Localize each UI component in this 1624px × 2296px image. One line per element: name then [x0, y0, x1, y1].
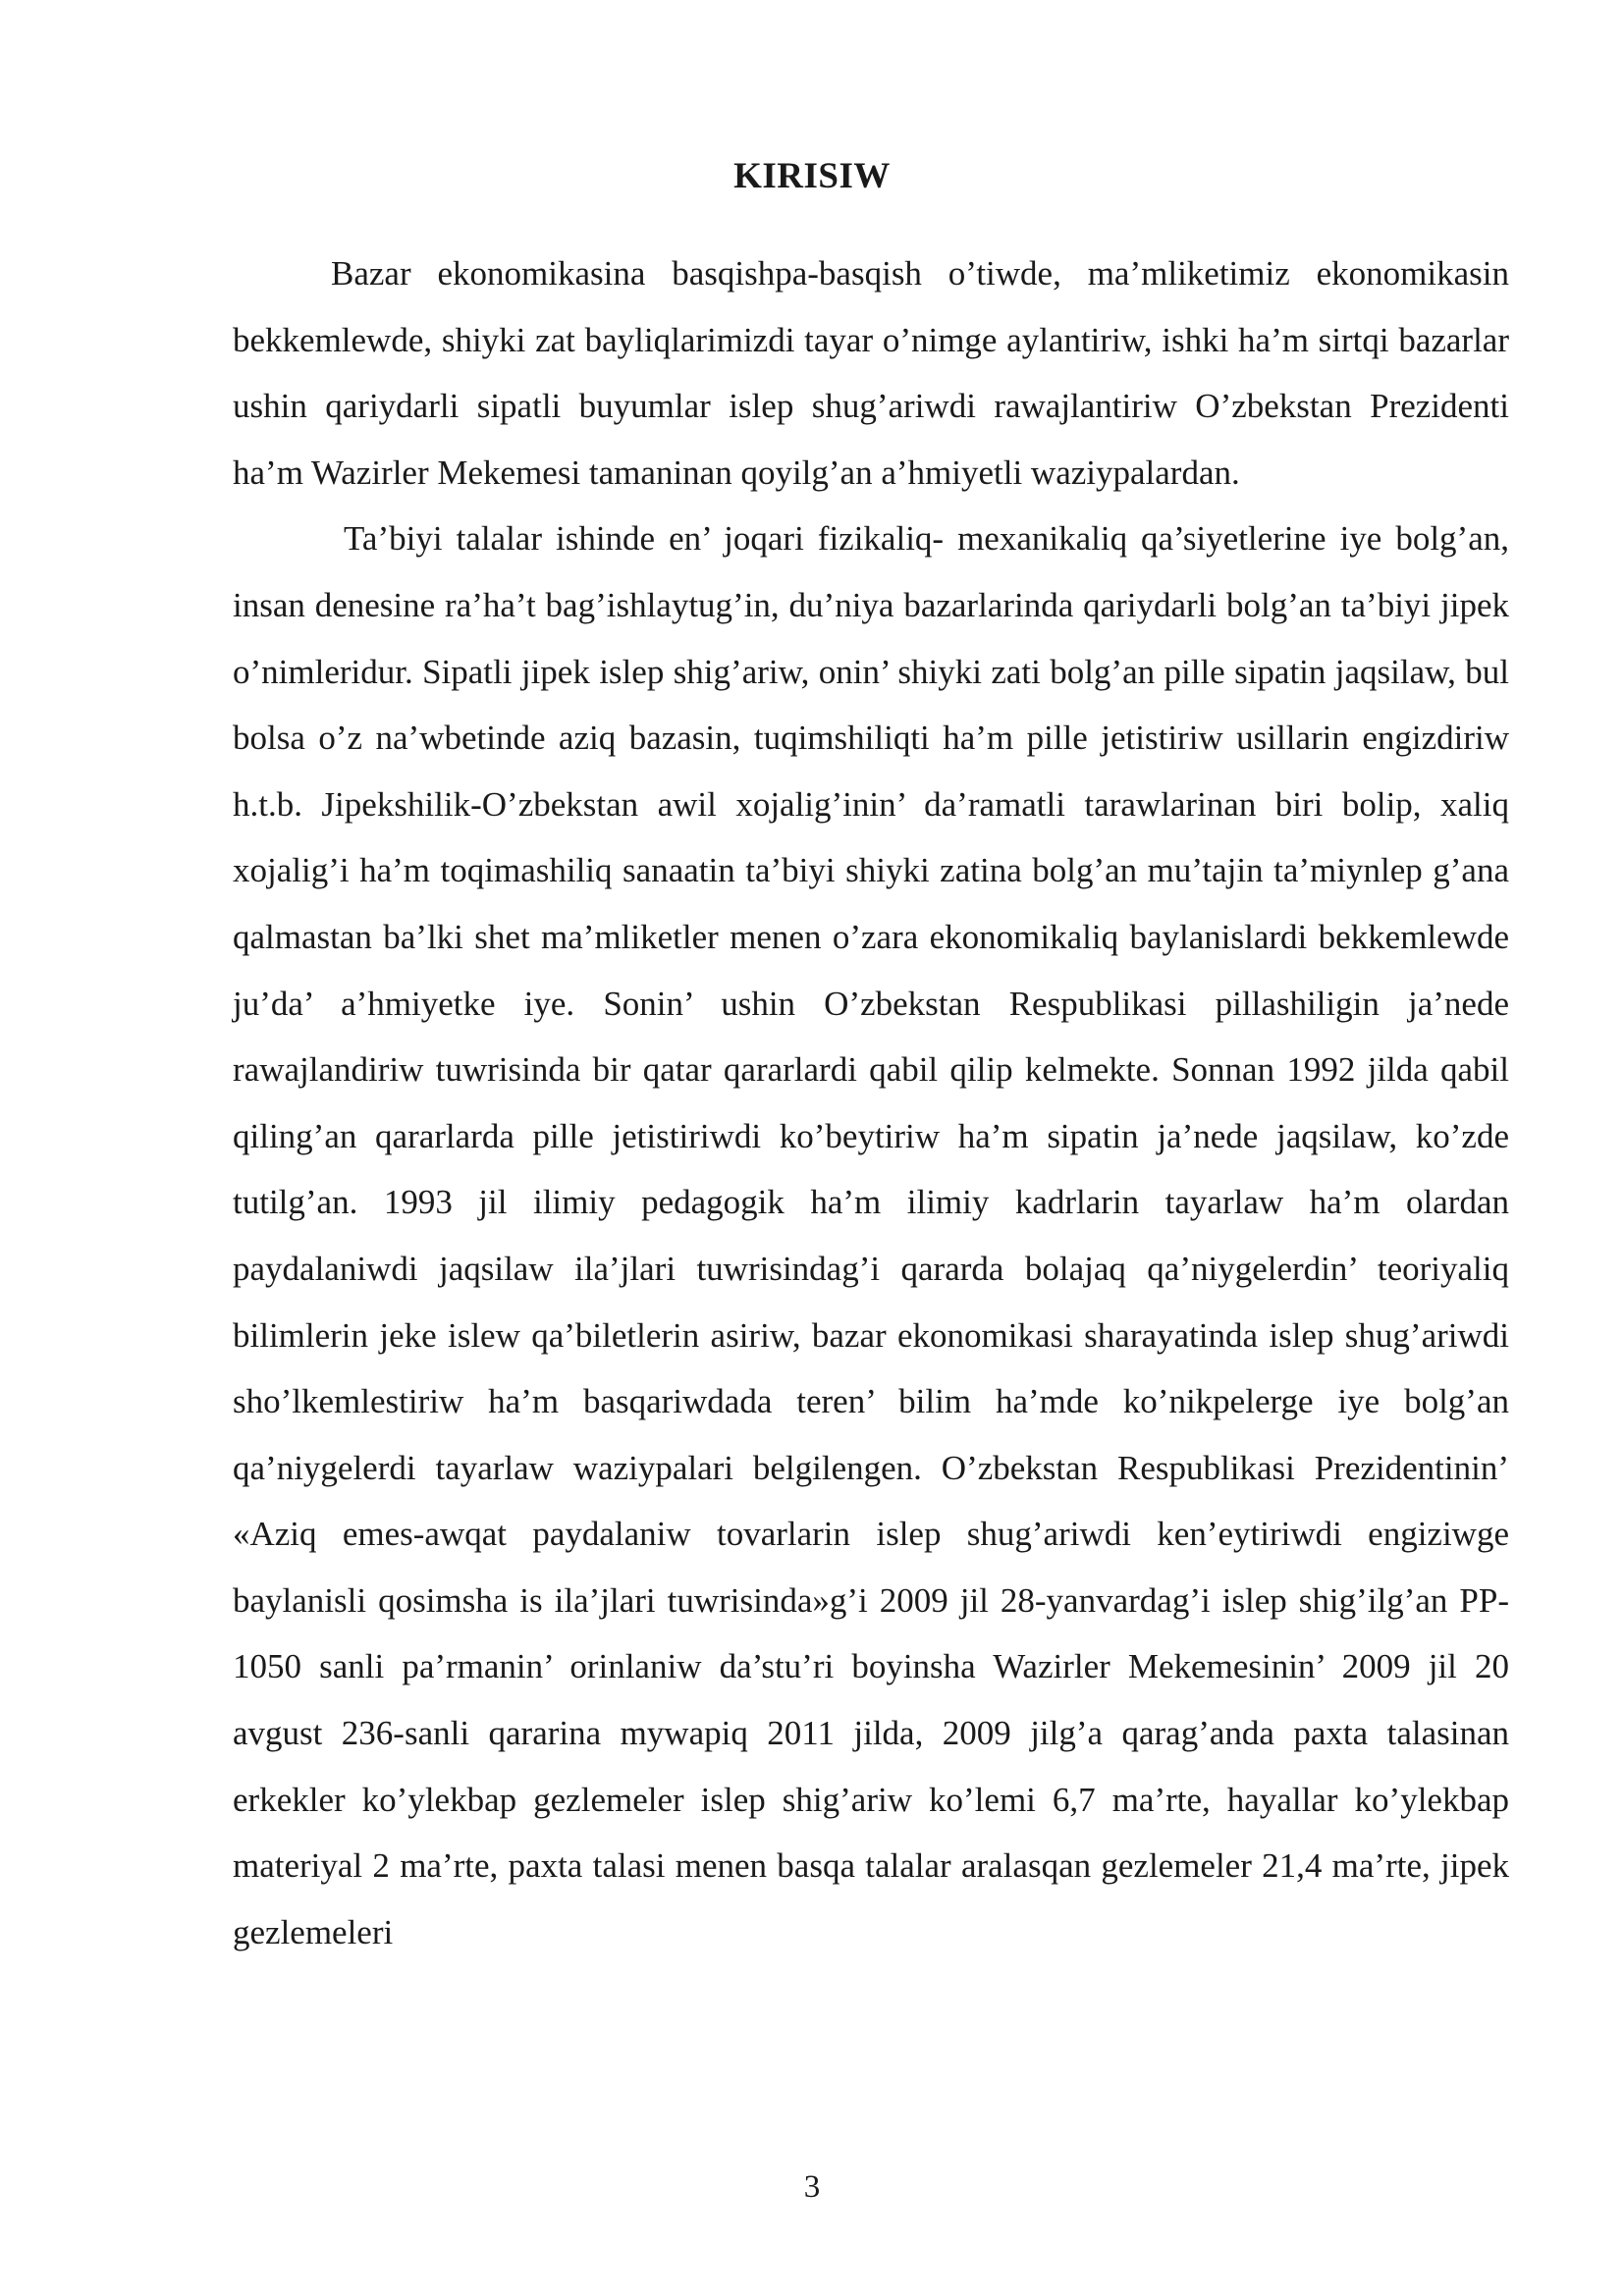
paragraph-intro: Bazar ekonomikasina basqishpa-basqish o’tiwde, ma’mliketimiz ekonomikasin bekkemlewde, shiyki zat bayliqlarimizdi tayar o’nimge aylantiriw, ishki ha’m sirtqi bazarlar ushin qariydarli sipatli buyumlar islep shug’ariwdi rawajlantiriw O’zbekstan Prezidenti ha’m Wazirler Mekemesi tamaninan qoyilg’an a’hmiyetli waziypalardan. — [233, 254, 1509, 492]
page-number: 3 — [803, 2169, 821, 2205]
body-text — [233, 240, 1509, 1965]
page-title: KIRISIW — [733, 156, 891, 196]
paragraph-silk: Ta’biyi talalar ishinde en’ joqari fizikaliq- mexanikaliq qa’siyetlerine iye bolg’an, insan denesine ra’ha’t bag’ishlaytug’in, du’niya bazarlarinda qariydarli bolg’an ta’biyi jipek o’nimleridur. Sipatli jipek islep shig’ariw, onin’ shiyki zati bolg’an pille sipatin jaqsilaw, bul bolsa o’z na’wbetinde aziq bazasin, tuqimshiliqti ha’m pille jetistiriw usillarin engizdiriw h.t.b. Jipekshilik-O’zbekstan awil xojalig’inin’ da’ramatli tarawlarinan biri bolip, xaliq xojalig’i ha’m toqimashiliq sanaatin ta’biyi shiyki zatina bolg’an mu’tajin ta’miynlep g’ana qalmastan ba’lki shet ma’mliketler menen o’zara ekonomikaliq baylanislardi bekkemlewde ju’da’ a’hmiyetke iye. Sonin’ ushin O’zbekstan Respublikasi pillashiligin ja’nede rawajlandiriw tuwrisinda bir qatar qararlardi qabil qilip kelmekte. Sonnan 1992 jilda qabil qiling’an qararlarda pille jetistiriwdi ko’beytiriw ha’m sipatin ja’nede jaqsilaw, ko’zde tutilg’an. 1993 jil ilimiy pedagogik ha’m ilimiy kadrlarin tayarlaw ha’m olardan paydalaniwdi jaqsilaw ila’jlari tuwrisindag’i qararda bolajaq qa’niygelerdin’ teoriyaliq bilimlerin jeke islew qa’biletlerin asiriw, bazar ekonomikasi sharayatinda islep shug’ariwdi sho’lkemlestiriw ha’m basqariwdada teren’ bilim ha’mde ko’nikpelerge iye bolg’an qa’niygelerdi tayarlaw waziypalari belgilengen. O’zbekstan Respublikasi Prezidentinin’ «Aziq emes-awqat paydalaniw tovarlarin islep shug’ariwdi ken’eytiriwdi engiziwge baylanisli qosimsha is ila’jlari tuwrisinda»g’i 2009 jil 28-yanvardag’i islep shig’ilg’an PP-1050 sanli pa’rmanin’ orinlaniw da’stu’ri boyinsha Wazirler Mekemesinin’ 2009 jil 20 avgust 236-sanli qararina mywapiq 2011 jilda, 2009 jilg’a qarag’anda paxta talasinan erkekler ko’ylekbap gezlemeler islep shig’ariw ko’lemi 6,7 ma’rte, hayallar ko’ylekbap materiyal 2 ma’rte, paxta talasi menen basqa talalar aralasqan gezlemeler 21,4 ma’rte, jipek gezlemeleri — [233, 519, 1509, 1951]
